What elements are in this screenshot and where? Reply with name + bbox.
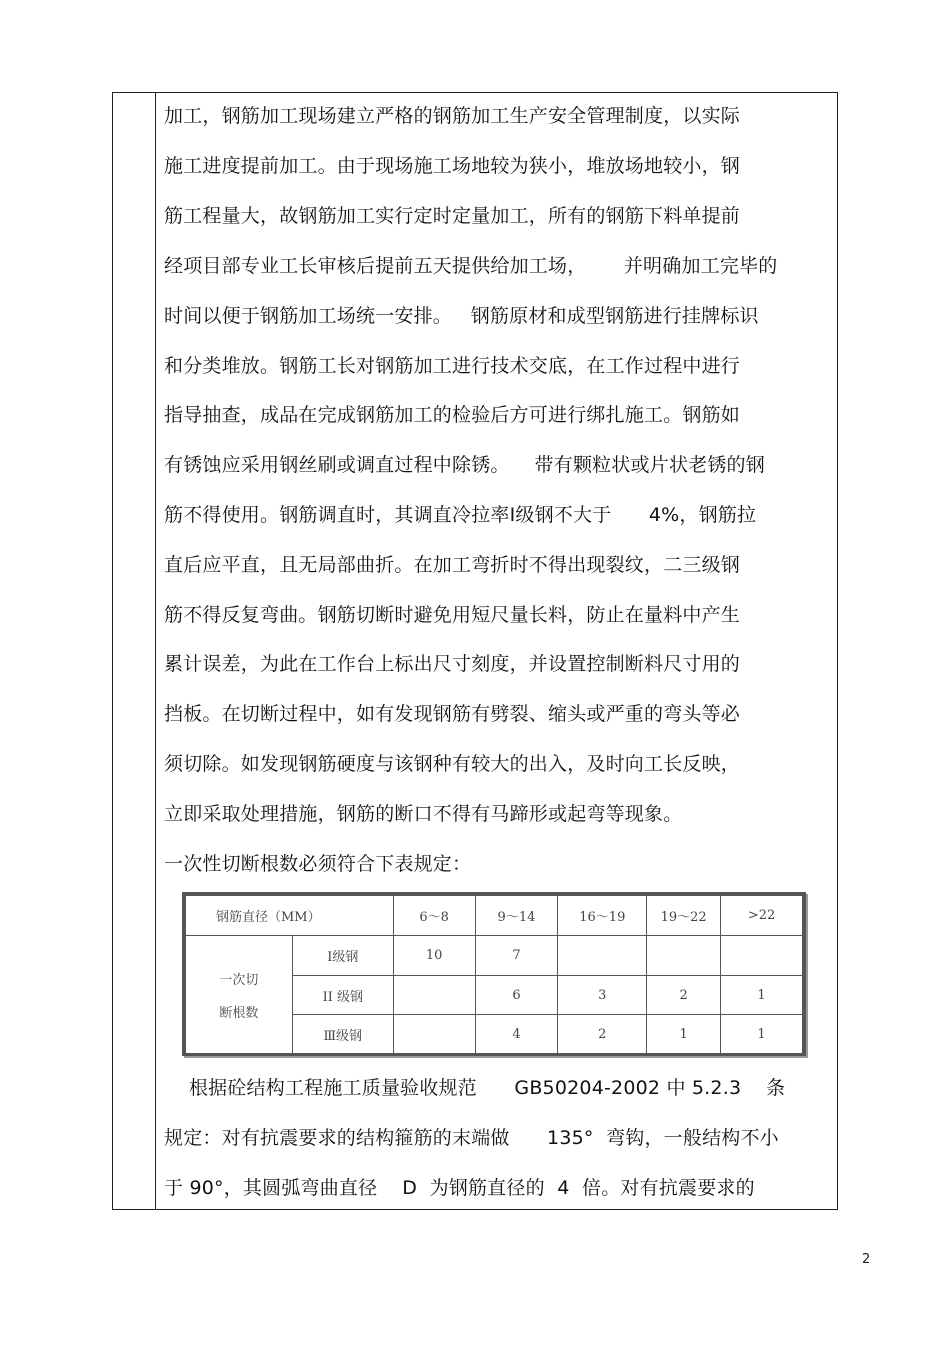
grade-cell: Ⅰ级钢 (292, 936, 393, 976)
body-line: 筋不得反复弯曲。钢筋切断时避免用短尺量长料，防止在量料中产生 (164, 604, 741, 626)
body-line: 加工，钢筋加工现场建立严格的钢筋加工生产安全管理制度，以实际 (164, 105, 741, 127)
body-line: 施工进度提前加工。由于现场施工场地较为狭小，堆放场地较小，钢 (164, 155, 741, 177)
group-label-line: 断根数 (219, 1005, 259, 1021)
body-line: 筋工程量大，故钢筋加工实行定时定量加工，所有的钢筋下料单提前 (164, 205, 741, 227)
body-line: 规定：对有抗震要求的结构箍筋的末端做 135° 弯钩，一般结构不小 (164, 1127, 779, 1149)
diameter-header-cell: 钢筋直径（MM） (186, 896, 394, 936)
body-line: 经项目部专业工长审核后提前五天提供给加工场， 并明确加工完毕的 (164, 255, 778, 277)
frame-column-divider (155, 92, 156, 1210)
diameter-cell: >22 (721, 896, 803, 936)
value-cell: 2 (647, 976, 721, 1015)
body-line: 指导抽查，成品在完成钢筋加工的检验后方可进行绑扎施工。钢筋如 (164, 404, 741, 426)
body-line: 于 90°，其圆弧弯曲直径 D 为钢筋直径的 4 倍。对有抗震要求的 (164, 1177, 755, 1199)
cutting-count-grid (185, 895, 803, 1054)
diameter-cell: 9～14 (475, 896, 558, 936)
value-cell (393, 1015, 475, 1054)
value-cell: 2 (558, 1015, 647, 1054)
value-cell (558, 936, 647, 976)
table-intro-line: 一次性切断根数必须符合下表规定： (164, 853, 472, 875)
value-cell: 10 (393, 936, 475, 976)
body-line: 累计误差，为此在工作台上标出尺寸刻度，并设置控制断料尺寸用的 (164, 653, 741, 675)
diameter-cell: 19～22 (647, 896, 721, 936)
cutting-count-table (182, 892, 806, 1056)
value-cell: 4 (475, 1015, 558, 1054)
value-cell: 3 (558, 976, 647, 1015)
value-cell: 7 (475, 936, 558, 976)
cut-count-group-label (186, 936, 293, 1054)
body-line: 须切除。如发现钢筋硬度与该钢种有较大的出入，及时向工长反映， (164, 753, 741, 775)
body-line: 挡板。在切断过程中，如有发现钢筋有劈裂、缩头或严重的弯头等必 (164, 703, 741, 725)
grade-cell: II 级钢 (292, 976, 393, 1015)
page-number: 2 (862, 1252, 871, 1267)
diameter-cell: 16～19 (558, 896, 647, 936)
table-row (186, 936, 803, 976)
body-line: 时间以便于钢筋加工场统一安排。 钢筋原材和成型钢筋进行挂牌标识 (164, 305, 759, 327)
value-cell (721, 936, 803, 976)
diameter-cell: 6～8 (393, 896, 475, 936)
value-cell: 1 (721, 976, 803, 1015)
body-line: 有锈蚀应采用钢丝刷或调直过程中除锈。 带有颗粒状或片状老锈的钢 (164, 454, 765, 476)
body-line: 立即采取处理措施，钢筋的断口不得有马蹄形或起弯等现象。 (164, 803, 683, 825)
table-header-row (186, 896, 803, 936)
value-cell (393, 976, 475, 1015)
value-cell: 1 (721, 1015, 803, 1054)
body-line: 直后应平直，且无局部曲折。在加工弯折时不得出现裂纹，二三级钢 (164, 554, 741, 576)
body-line: 根据砼结构工程施工质量验收规范 GB50204-2002 中 5.2.3 条 (164, 1077, 786, 1099)
grade-cell: Ⅲ级钢 (292, 1015, 393, 1054)
group-label-line: 一次切 (219, 972, 259, 988)
body-line: 和分类堆放。钢筋工长对钢筋加工进行技术交底，在工作过程中进行 (164, 355, 741, 377)
value-cell: 1 (647, 1015, 721, 1054)
value-cell (647, 936, 721, 976)
value-cell: 6 (475, 976, 558, 1015)
body-line: 筋不得使用。钢筋调直时，其调直冷拉率Ⅰ级钢不大于 4%，钢筋拉 (164, 504, 757, 526)
